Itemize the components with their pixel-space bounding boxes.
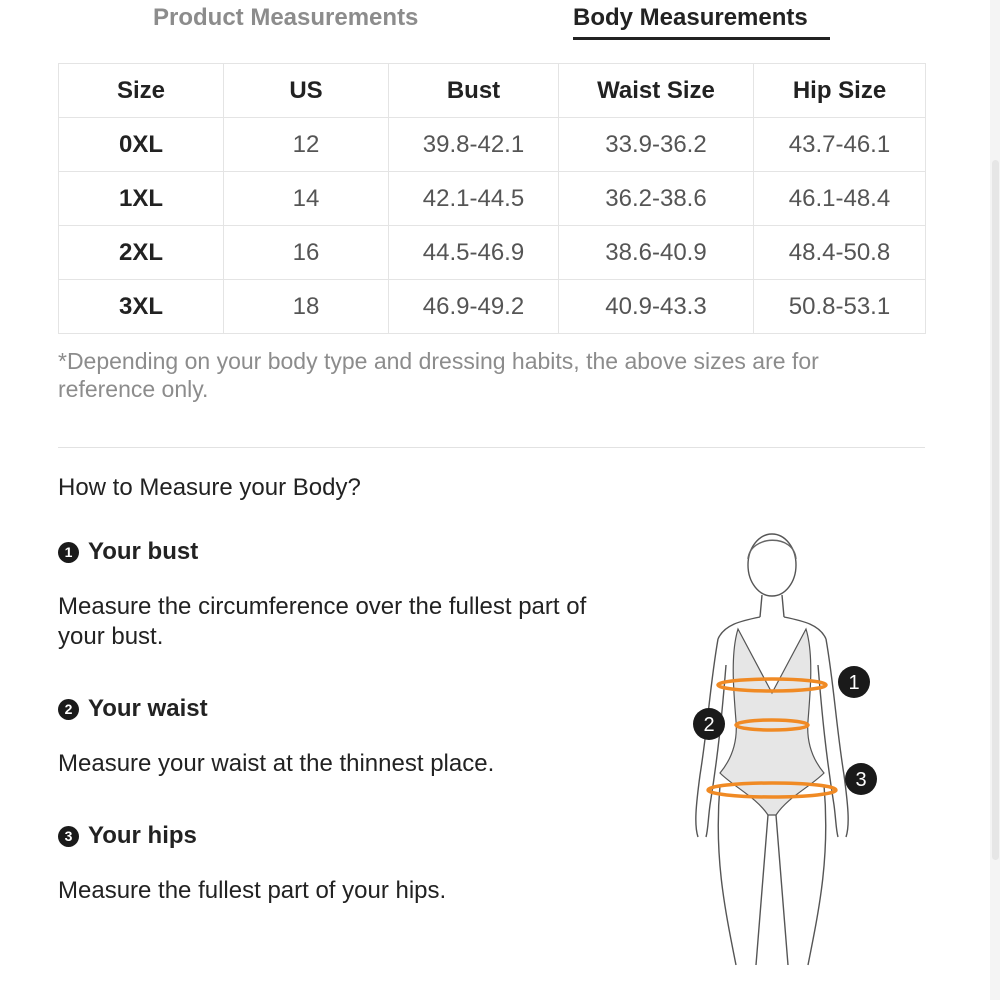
marker-3: [845, 763, 877, 795]
step-2-icon: 2: [58, 699, 79, 720]
size-disclaimer-note: *Depending on your body type and dressing habits, the above sizes are for reference only.: [58, 348, 819, 402]
cell-us: 16: [224, 226, 389, 280]
cell-hip: 48.4-50.8: [754, 226, 926, 280]
marker-2: [693, 708, 725, 740]
table-row: [59, 226, 926, 280]
marker-1-label: 1: [848, 672, 860, 694]
cell-us: 18: [224, 280, 389, 334]
figure-right-arm: [818, 639, 848, 837]
header-size: Size: [59, 64, 224, 118]
figure-left-leg: [718, 785, 768, 965]
cell-us: 14: [224, 172, 389, 226]
cell-waist: 36.2-38.6: [559, 172, 754, 226]
header-waist-size: Waist Size: [559, 64, 754, 118]
step-bust-heading: [58, 538, 198, 566]
cell-size: 1XL: [59, 172, 224, 226]
figure-bodysuit: [720, 629, 824, 815]
step-bust-description: Measure the circumference over the fullest part of your bust.: [58, 593, 587, 650]
table-row: [59, 280, 926, 334]
cell-waist: 33.9-36.2: [559, 118, 754, 172]
step-hips-description: Measure the fullest part of your hips.: [58, 877, 447, 904]
active-tab-underline: [573, 37, 830, 40]
step-1-icon: 1: [58, 542, 79, 563]
step-waist-title: Your waist: [88, 695, 208, 722]
scrollbar-thumb[interactable]: [992, 160, 999, 860]
scrollbar-track[interactable]: [990, 0, 1000, 1000]
header-us: US: [224, 64, 389, 118]
table-row: [59, 118, 926, 172]
step-waist-description: Measure your waist at the thinnest place.: [58, 750, 495, 777]
cell-waist: 38.6-40.9: [559, 226, 754, 280]
tab-product-measurements[interactable]: Product Measurements: [153, 4, 419, 31]
table-row: [59, 172, 926, 226]
figure-shoulders: [718, 617, 826, 639]
figure-head: [748, 534, 796, 596]
step-3-icon: 3: [58, 826, 79, 847]
marker-2-label: 2: [703, 714, 715, 736]
body-measurement-figure: [680, 525, 900, 975]
marker-3-label: 3: [855, 769, 867, 791]
cell-bust: 42.1-44.5: [389, 172, 559, 226]
step-waist-heading: [58, 695, 208, 723]
cell-size: 2XL: [59, 226, 224, 280]
cell-bust: 44.5-46.9: [389, 226, 559, 280]
cell-size: 0XL: [59, 118, 224, 172]
cell-hip: 50.8-53.1: [754, 280, 926, 334]
cell-waist: 40.9-43.3: [559, 280, 754, 334]
header-hip-size: Hip Size: [754, 64, 926, 118]
size-chart-table: [58, 63, 926, 334]
table-header-row: [59, 64, 926, 118]
figure-neck: [760, 595, 784, 617]
cell-hip: 46.1-48.4: [754, 172, 926, 226]
marker-1: [838, 666, 870, 698]
cell-us: 12: [224, 118, 389, 172]
cell-hip: 43.7-46.1: [754, 118, 926, 172]
measurement-tabs: [0, 0, 1000, 60]
cell-bust: 39.8-42.1: [389, 118, 559, 172]
measure-guide-title: How to Measure your Body?: [58, 474, 361, 501]
step-bust-title: Your bust: [88, 538, 199, 565]
cell-bust: 46.9-49.2: [389, 280, 559, 334]
section-divider: [58, 447, 925, 448]
step-hips-heading: [58, 822, 197, 850]
figure-right-leg: [776, 785, 826, 965]
step-hips-title: Your hips: [88, 822, 197, 849]
tab-body-measurements[interactable]: Body Measurements: [573, 4, 808, 31]
cell-size: 3XL: [59, 280, 224, 334]
header-bust: Bust: [389, 64, 559, 118]
